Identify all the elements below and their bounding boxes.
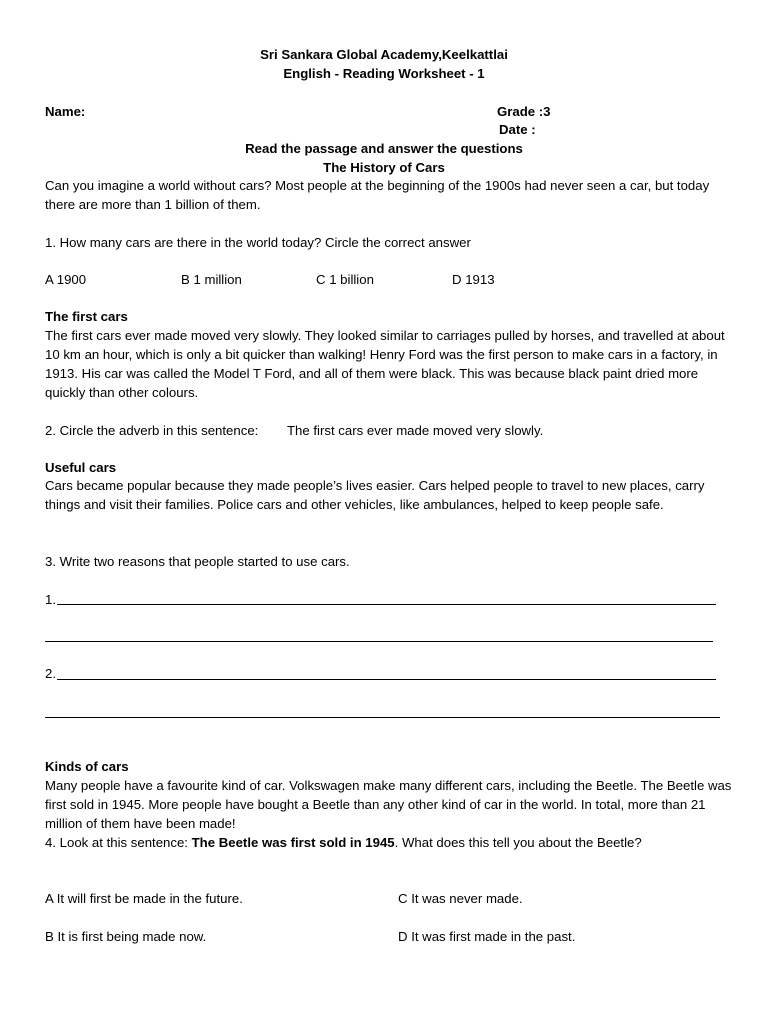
question-2: 2. Circle the adverb in this sentence: xyxy=(45,423,259,438)
kinds-of-cars-paragraph: Many people have a favourite kind of car. Volkswagen make many different cars, including the Beetle. The Beetle was first sold in 1945. More people have bought a Beetle than any other kind of car in the world. In total, more than 21 million of them have been made! xyxy=(45,778,732,831)
answer-2-line[interactable] xyxy=(57,679,716,680)
answer-1-line[interactable] xyxy=(57,604,716,605)
intro-paragraph: Can you imagine a world without cars? Most people at the beginning of the 1900s had never seen a car, but today there are more than 1 billion of them. xyxy=(45,178,710,212)
q4-option-a: A It will first be made in the future. xyxy=(45,891,243,906)
q1-option-a: A 1900 xyxy=(45,272,87,287)
answer-2-label: 2. xyxy=(45,666,56,681)
q4-suffix: . What does this tell you about the Beetle? xyxy=(394,835,642,850)
q2-sentence: The first cars ever made moved very slowly. xyxy=(287,423,544,438)
answer-1-line-2[interactable] xyxy=(45,641,713,642)
answer-2-line-2[interactable] xyxy=(45,717,720,718)
grade-label: Grade :3 xyxy=(497,104,551,119)
q1-option-b: B 1 million xyxy=(181,272,242,287)
name-label: Name: xyxy=(45,104,86,119)
q4-option-c: C It was never made. xyxy=(398,891,523,906)
section-heading-kinds-of-cars: Kinds of cars xyxy=(45,759,129,774)
useful-cars-paragraph: Cars became popular because they made people’s lives easier. Cars helped people to travel to new places, carry things and visit their families. Police cars and other vehicles, like ambulances, helped to keep people safe. xyxy=(45,478,705,512)
question-1: 1. How many cars are there in the world today? Circle the correct answer xyxy=(45,235,471,250)
q1-option-d: D 1913 xyxy=(452,272,495,287)
school-name: Sri Sankara Global Academy,Keelkattlai xyxy=(260,47,508,62)
question-3: 3. Write two reasons that people started to use cars. xyxy=(45,554,350,569)
worksheet-title: English - Reading Worksheet - 1 xyxy=(283,66,485,81)
section-heading-first-cars: The first cars xyxy=(45,309,128,324)
q4-option-b: B It is first being made now. xyxy=(45,929,207,944)
question-4 xyxy=(45,833,642,852)
instruction: Read the passage and answer the questions xyxy=(245,141,523,156)
q4-option-d: D It was first made in the past. xyxy=(398,929,576,944)
passage-title: The History of Cars xyxy=(323,160,445,175)
section-heading-useful-cars: Useful cars xyxy=(45,460,117,475)
q4-prefix: 4. Look at this sentence: xyxy=(45,835,192,850)
q4-sentence: The Beetle was first sold in 1945 xyxy=(191,835,395,850)
first-cars-paragraph: The first cars ever made moved very slowly. They looked similar to carriages pulled by horses, and travelled at about 10 km an hour, which is only a bit quicker than walking! Henry Ford was the first person to make cars in a factory, in 1913. His car was called the Model T Ford, and all of them were black. This was because black paint dried more quickly than other colours. xyxy=(45,328,725,400)
answer-1-label: 1. xyxy=(45,592,56,607)
q1-option-c: C 1 billion xyxy=(316,272,374,287)
date-label: Date : xyxy=(499,122,536,137)
